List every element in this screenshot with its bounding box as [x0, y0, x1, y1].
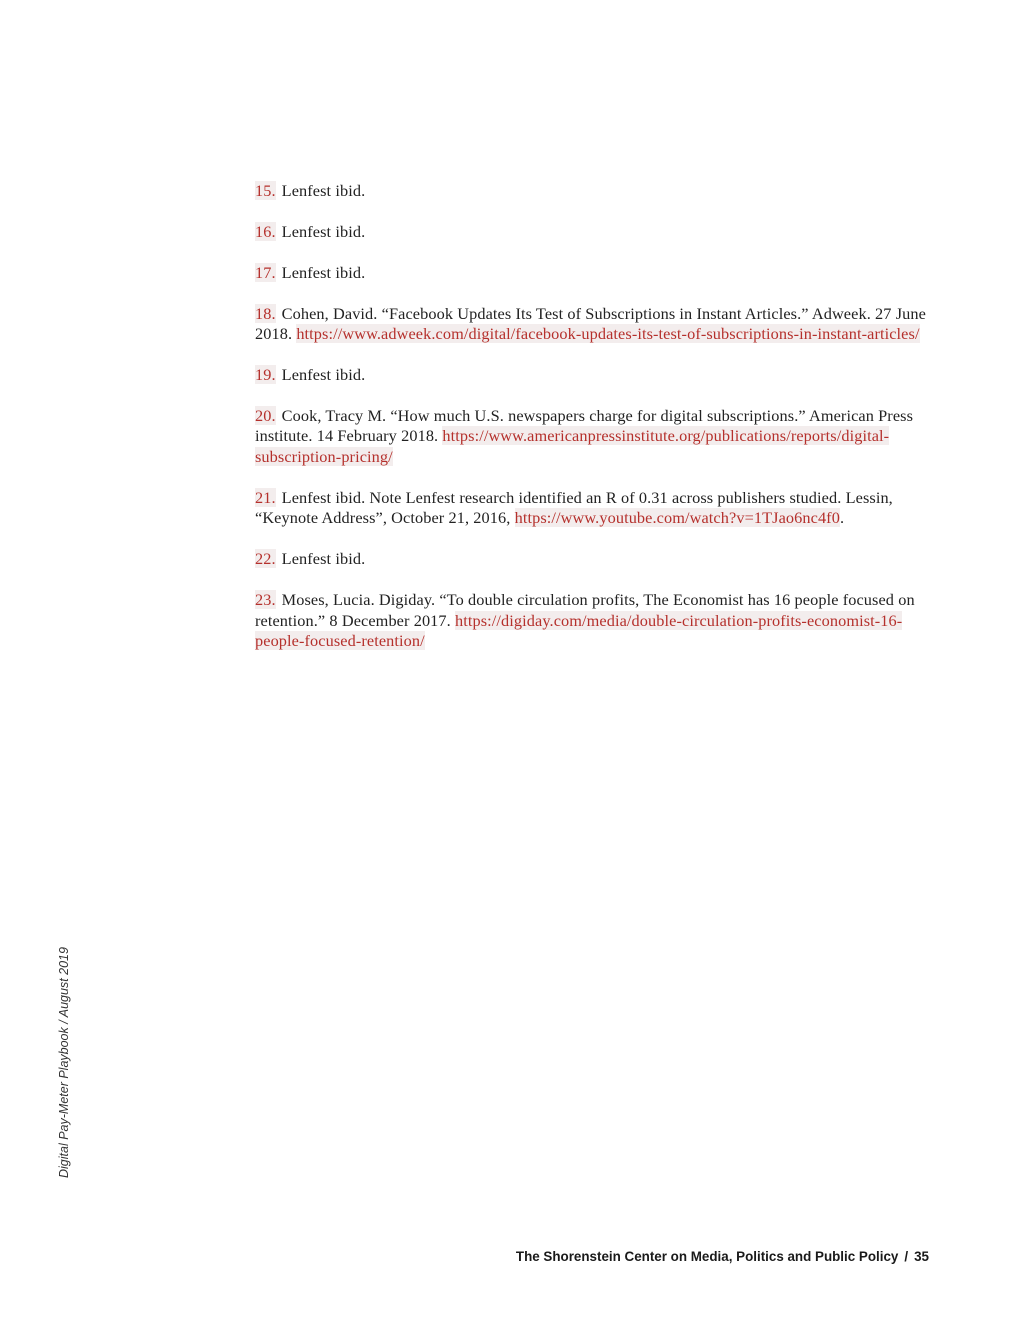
publication-date: August 2019 — [57, 947, 71, 1018]
footnote-number: 21. — [255, 487, 276, 507]
footnote-number: 16. — [255, 221, 276, 241]
footnote-number: 23. — [255, 590, 276, 610]
footnote-item — [255, 304, 927, 345]
footnote-text: Lenfest ibid. — [281, 262, 366, 282]
footnote-text: Cook, Tracy M. “How much U.S. newspapers charge for digital subscriptions.” American Press institute. 14 February 2018. — [255, 405, 914, 446]
publication-title: Digital Pay-Meter Playbook — [57, 1027, 71, 1178]
footnote-number: 19. — [255, 365, 276, 385]
footnote-text: Lenfest ibid. — [281, 181, 366, 200]
footnote-item — [255, 181, 927, 202]
footnote-link[interactable]: https://www.adweek.com/digital/facebook-updates-its-test-of-subscriptions-in-instant-articles/ — [296, 324, 920, 344]
footnote-text: Lenfest ibid. — [281, 221, 366, 241]
footnote-number: 20. — [255, 405, 276, 425]
footnote-number: 22. — [255, 549, 276, 569]
footer-separator: / — [904, 1249, 909, 1264]
footnote-item — [255, 549, 927, 570]
footnote-number: 17. — [255, 262, 276, 282]
page-footer — [516, 1249, 929, 1264]
footnotes-list — [255, 181, 927, 672]
footnote-number: 15. — [255, 181, 276, 200]
footnote-text: Lenfest ibid. — [281, 365, 366, 385]
footnote-trailing-text: . — [839, 508, 845, 528]
footnote-item — [255, 263, 927, 284]
sidebar-running-title — [57, 947, 71, 1178]
sidebar-separator: / — [57, 1020, 71, 1024]
footnote-text: Lenfest ibid. — [281, 549, 366, 569]
footnote-link[interactable]: https://www.americanpressinstitute.org/publications/reports/digital-subscription-pricing/ — [255, 426, 890, 466]
footnote-text: Moses, Lucia. Digiday. “To double circulation profits, The Economist has 16 people focused on retention.” 8 December 2017. — [255, 590, 915, 630]
footnote-text: Lenfest ibid. Note Lenfest research identified an R of 0.31 across publishers studied. Lessin, “Keynote Address”, October 21, 2016, — [255, 487, 893, 528]
footnote-item — [255, 222, 927, 243]
footnote-text: Cohen, David. “Facebook Updates Its Test of Subscriptions in Instant Articles.” Adweek. 27 June 2018. — [255, 303, 926, 344]
footnote-item — [255, 406, 927, 468]
footnote-item — [255, 488, 927, 529]
footnote-link[interactable]: https://www.youtube.com/watch?v=1TJao6nc4f0 — [514, 508, 840, 528]
page-number: 35 — [914, 1249, 929, 1264]
footnote-item — [255, 590, 927, 652]
footnote-link[interactable]: https://digiday.com/media/double-circulation-profits-economist-16-people-focused-retention/ — [255, 610, 903, 651]
organization-name: The Shorenstein Center on Media, Politics and Public Policy — [515, 1249, 899, 1264]
footnote-item — [255, 365, 927, 386]
footnote-number: 18. — [255, 303, 276, 323]
